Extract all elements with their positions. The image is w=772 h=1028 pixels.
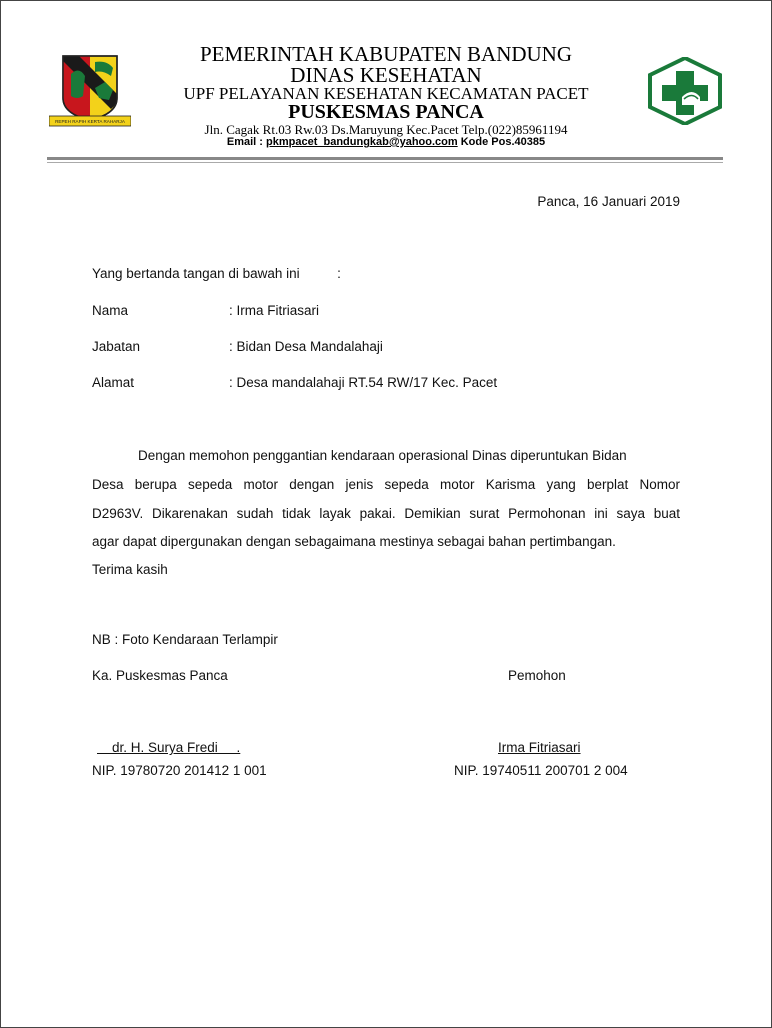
email-link[interactable]: pkmpacet_bandungkab@yahoo.com (266, 136, 458, 148)
letterhead-line-4: PUSKESMAS PANCA (288, 101, 484, 123)
field-label-alamat: Alamat (92, 375, 135, 390)
signature-right-name: Irma Fitriasari (498, 740, 581, 755)
field-value-jabatan: : Bidan Desa Mandalahaji (229, 339, 383, 354)
letter-date: Panca, 16 Januari 2019 (537, 194, 680, 209)
field-value-alamat: : Desa mandalahaji RT.54 RW/17 Kec. Pacet (229, 375, 498, 390)
letterhead-line-2: DINAS KESEHATAN (290, 63, 482, 87)
field-value-nama: : Irma Fitriasari (229, 303, 320, 318)
signature-left-nip: NIP. 19780720 201412 1 001 (92, 763, 267, 778)
body-line-4: agar dapat dipergunakan dengan sebagaimana mestinya sebagai bahan pertimbangan. (92, 534, 616, 549)
field-label-jabatan: Jabatan (92, 339, 141, 354)
body-line-2: Desa berupa sepeda motor dengan jenis sepeda motor Karisma yang berplat Nomor (92, 477, 680, 492)
body-line-5: Terima kasih (92, 562, 168, 577)
letterhead-line-3: UPF PELAYANAN KESEHATAN KECAMATAN PACET (183, 84, 589, 103)
letterhead-rule-thin (47, 162, 723, 163)
signature-left-title: Ka. Puskesmas Panca (92, 668, 228, 683)
letterhead-address: Jln. Cagak Rt.03 Rw.03 Ds.Maruyung Kec.Pacet Telp.(022)85961194 (204, 122, 568, 137)
email-label: Email : (226, 136, 267, 148)
letterhead-line-1: PEMERINTAH KABUPATEN BANDUNG (199, 42, 573, 66)
intro-line: Yang bertanda tangan di bawah ini : (92, 266, 341, 281)
crest-motto: REPEH RAPIH KERTA RAHARJA (55, 119, 125, 124)
signature-left-name: dr. H. Surya Fredi . (97, 740, 241, 755)
letterhead-rule (47, 157, 723, 160)
field-label-nama: Nama (92, 303, 129, 318)
signature-right-nip: NIP. 19740511 200701 2 004 (454, 763, 628, 778)
signature-right-title: Pemohon (508, 668, 566, 683)
body-line-3: D2963V. Dikarenakan sudah tidak layak pakai. Demikian surat Permohonan ini saya buat (92, 506, 680, 521)
letterhead-contact (96, 136, 676, 148)
attachment-note: NB : Foto Kendaraan Terlampir (92, 632, 278, 647)
postal-code: Kode Pos.40385 (457, 136, 546, 148)
body-line-1: Dengan memohon penggantian kendaraan operasional Dinas diperuntukan Bidan (138, 448, 627, 463)
